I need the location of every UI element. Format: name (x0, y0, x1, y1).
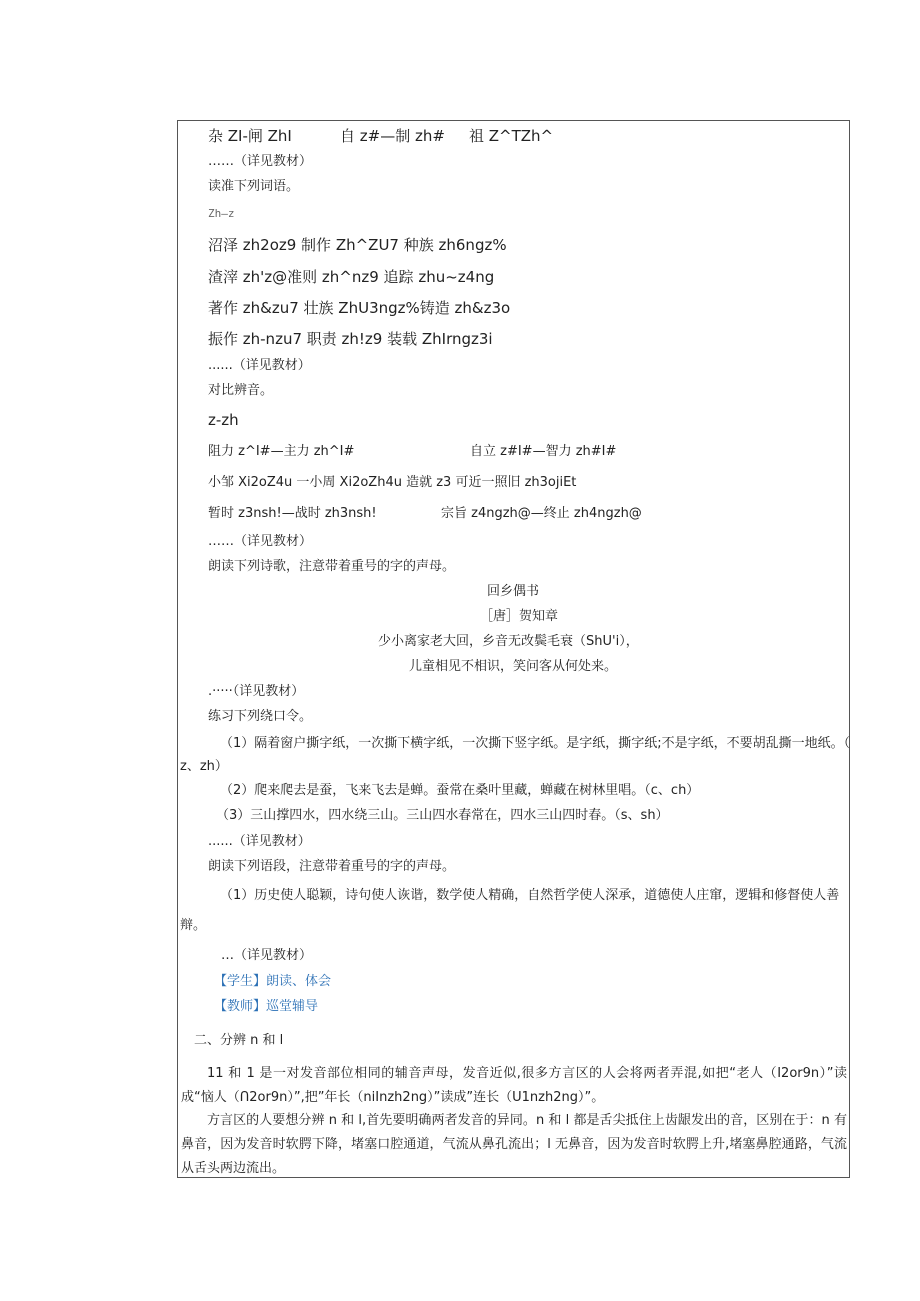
contrast-row-3 (208, 504, 642, 524)
contrast-row-2: 小邹 Xi2oZ4u 一小周 Xi2oZh4u 造就 z3 可近一照旧 zh3ojiEt (208, 475, 577, 490)
word-row-4: 振作 zh-nzu7 职责 zh!z9 装载 ZhIrngz3i (208, 330, 493, 348)
poem-author: ［唐］贺知章 (480, 609, 559, 624)
see-textbook-6: …（详见教材） (221, 948, 313, 963)
see-textbook-1: ……（详见教材） (208, 154, 313, 169)
poem-title: 回乡偶书 (487, 584, 540, 599)
see-textbook-2: ......（详见教材） (208, 358, 311, 373)
twister-1-line-2: z、zh） (180, 759, 228, 774)
paragraph-1-line-2: 辩。 (180, 918, 207, 933)
twister-2: （2）爬来爬去是蚕，飞来飞去是蝉。蚕常在桑叶里藏，蝉藏在树林里唱。（c、ch） (220, 783, 700, 798)
contrast-zanshi: 暂时 z3nsh!—战时 zh3nsh! (208, 506, 377, 521)
word-row-3: 著作 zh&zu7 壮族 ZhU3ngz%铸造 zh&z3o (208, 299, 511, 317)
contrast-zuli: 阻力 z^I#—主力 zh^I# (208, 444, 355, 459)
twister-3: （3）三山撑四水，四水绕三山。三山四水春常在，四水三山四时春。（s、sh） (216, 808, 669, 823)
heading-z-zh: z-zh (208, 411, 239, 429)
instruction-read-paragraph: 朗读下列语段，注意带着重号的字的声母。 (208, 859, 456, 874)
contrast-zongzhi: 宗旨 z4ngzh@—终止 zh4ngzh@ (441, 506, 642, 521)
student-activity: 【学生】朗读、体会 (214, 974, 332, 989)
contrast-row-1 (208, 442, 617, 462)
see-textbook-3: ……（详见教材） (208, 534, 313, 549)
instruction-read-poem: 朗读下列诗歌，注意带着重号的字的声母。 (208, 559, 456, 574)
heading-zh-z: Zh—z (208, 207, 235, 220)
syllable-row-1 (208, 126, 554, 146)
section-heading-n-l: 二、分辨 n 和 l (194, 1033, 284, 1048)
see-textbook-4: .·····（详见教材） (208, 684, 305, 699)
pair-zu: 祖 Z^TZh^ (469, 127, 554, 145)
twister-1-line-1: （1）隔着窗户撕字纸，一次撕下横字纸，一次撕下竖字纸。是字纸，撕字纸;不是字纸，不要胡乱撕一地纸。（ (220, 736, 851, 751)
paragraph-1-line-1: （1）历史使人聪颖，诗句使人诙谐，数学使人精确，自然哲学使人深承，道德使人庄窜，逻辑和修督使人善 (220, 888, 840, 903)
word-row-2: 渣滓 zh'z@准则 zh^nz9 追踪 zhu~z4ng (208, 268, 495, 286)
see-textbook-5: ......（详见教材） (208, 834, 311, 849)
instruction-read-words: 读准下列词语。 (208, 179, 300, 194)
contrast-zili: 自立 z#I#—智力 zh#I# (470, 444, 617, 459)
n-l-paragraph-1: 11 和 1 是一对发音部位相同的辅音声母，发音近似,很多方言区的人会将两者弄混,如把“老人（I2or9n）”读成“恼人（Ո2or9n）”,把”年长（niInzh2ng）”读成”连长（U1nzh2ng）”。 (181, 1066, 847, 1105)
pair-zi: 自 z#—制 zh# (340, 127, 445, 145)
pair-za: 杂 ZI-闸 ZhI (208, 127, 292, 145)
n-l-paragraph-2: 方言区的人要想分辨 n 和 l,首先要明确两者发音的异同。n 和 l 都是舌尖抵住上齿龈发出的音，区别在于：n 有鼻音，因为发音时软腭下降，堵塞口腔通道，气流从鼻孔流出；l 无鼻音，因为发音时软腭上升,堵塞鼻腔通路，气流从舌头两边流出。 (181, 1113, 847, 1176)
instruction-tongue-twister: 练习下列绕口令。 (208, 709, 313, 724)
poem-line-2: 儿童相见不相识，笑问客从何处来。 (409, 659, 618, 674)
word-row-1: 沼泽 zh2oz9 制作 Zh^ZU7 种族 zh6ngz% (208, 236, 507, 254)
teacher-activity: 【教师】巡堂辅导 (214, 999, 319, 1014)
instruction-contrast: 对比辨音。 (208, 383, 274, 398)
poem-line-1: 少小离家老大回，乡音无改鬓毛衰（ShU'i）， (378, 634, 639, 649)
